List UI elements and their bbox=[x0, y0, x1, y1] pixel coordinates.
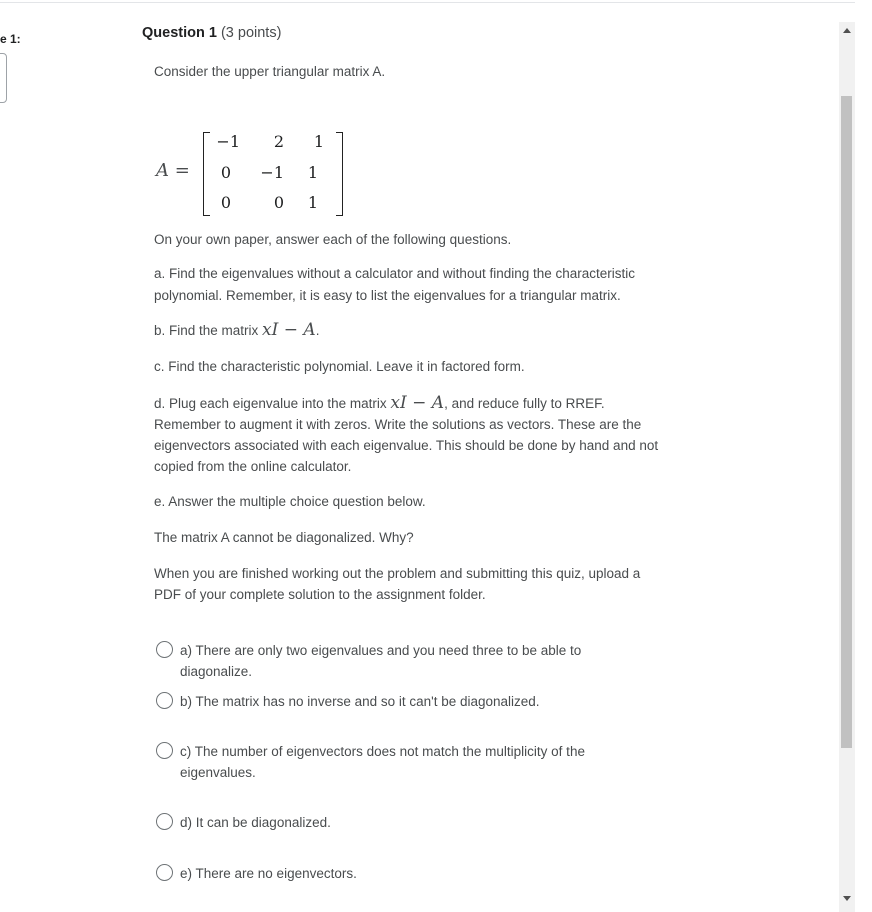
part-d-line-2: Remember to augment it with zeros. Write the solutions as vectors. These are the bbox=[154, 417, 642, 432]
scrollbar-thumb[interactable] bbox=[841, 96, 852, 748]
sidebar-question-label: e 1: bbox=[0, 32, 21, 46]
part-c: c. Find the characteristic polynomial. Leave it in factored form. bbox=[154, 359, 525, 374]
matrix-cell: −1 bbox=[216, 132, 240, 151]
choice-label[interactable]: e) There are no eigenvectors. bbox=[180, 866, 357, 881]
part-a-line-1: a. Find the eigenvalues without a calculator and without finding the characteristic bbox=[154, 266, 636, 281]
matrix-cell: 0 bbox=[220, 193, 231, 212]
part-b: b. Find the matrix xI − A. bbox=[154, 320, 320, 340]
vertical-scrollbar[interactable] bbox=[839, 22, 855, 912]
scroll-up-icon[interactable] bbox=[843, 28, 851, 33]
matrix-cell: 1 bbox=[307, 193, 318, 212]
instructions-text: On your own paper, answer each of the following questions. bbox=[154, 232, 512, 247]
matrix-cell: 0 bbox=[273, 193, 284, 212]
choice-label[interactable]: b) The matrix has no inverse and so it can't be diagonalized. bbox=[180, 694, 540, 709]
choice-b[interactable] bbox=[156, 691, 650, 712]
question-number: Question 1 bbox=[142, 25, 217, 41]
matrix-right-bracket bbox=[336, 132, 343, 216]
radio-button[interactable] bbox=[156, 864, 173, 881]
matrix-cell: −1 bbox=[260, 163, 284, 182]
part-d-line-3: eigenvectors associated with each eigenvalue. This should be done by hand and not bbox=[154, 438, 659, 453]
part-a-line-2: polynomial. Remember, it is easy to list the eigenvalues for a triangular matrix. bbox=[154, 288, 621, 303]
radio-button[interactable] bbox=[156, 742, 173, 759]
question-intro: Consider the upper triangular matrix A. bbox=[154, 64, 386, 79]
radio-button[interactable] bbox=[156, 641, 173, 658]
upload-note-line-1: When you are finished working out the problem and submitting this quiz, upload a bbox=[154, 566, 641, 581]
matrix-cell: 0 bbox=[220, 163, 231, 182]
part-e: e. Answer the multiple choice question below. bbox=[154, 494, 426, 509]
sidebar-answer-box[interactable] bbox=[0, 53, 7, 103]
radio-button[interactable] bbox=[156, 813, 173, 830]
question-prompt: The matrix A cannot be diagonalized. Why? bbox=[154, 530, 414, 545]
part-d-line-1: d. Plug each eigenvalue into the matrix xI − A, and reduce fully to RREF. bbox=[154, 393, 605, 413]
choice-d[interactable] bbox=[156, 812, 650, 833]
choice-label[interactable]: d) It can be diagonalized. bbox=[180, 815, 331, 830]
question-title bbox=[142, 25, 281, 41]
matrix-label: A = bbox=[156, 160, 190, 181]
choice-a[interactable] bbox=[156, 640, 650, 682]
matrix-cell: 2 bbox=[273, 132, 284, 151]
top-divider bbox=[0, 2, 855, 3]
scroll-down-icon[interactable] bbox=[843, 896, 851, 901]
matrix-cell: 1 bbox=[307, 163, 318, 182]
matrix-cell: 1 bbox=[313, 132, 324, 151]
choice-e[interactable] bbox=[156, 863, 650, 884]
radio-button[interactable] bbox=[156, 692, 173, 709]
matrix-a bbox=[154, 130, 374, 220]
choice-label[interactable]: c) The number of eigenvectors does not match the multiplicity of the eigenvalues. bbox=[180, 744, 585, 780]
question-points: (3 points) bbox=[220, 25, 282, 41]
part-d-line-4: copied from the online calculator. bbox=[154, 459, 352, 474]
choice-label[interactable]: a) There are only two eigenvalues and you need three to be able to diagonalize. bbox=[180, 643, 582, 679]
choice-c[interactable] bbox=[156, 741, 625, 783]
upload-note-line-2: PDF of your complete solution to the assignment folder. bbox=[154, 587, 486, 602]
